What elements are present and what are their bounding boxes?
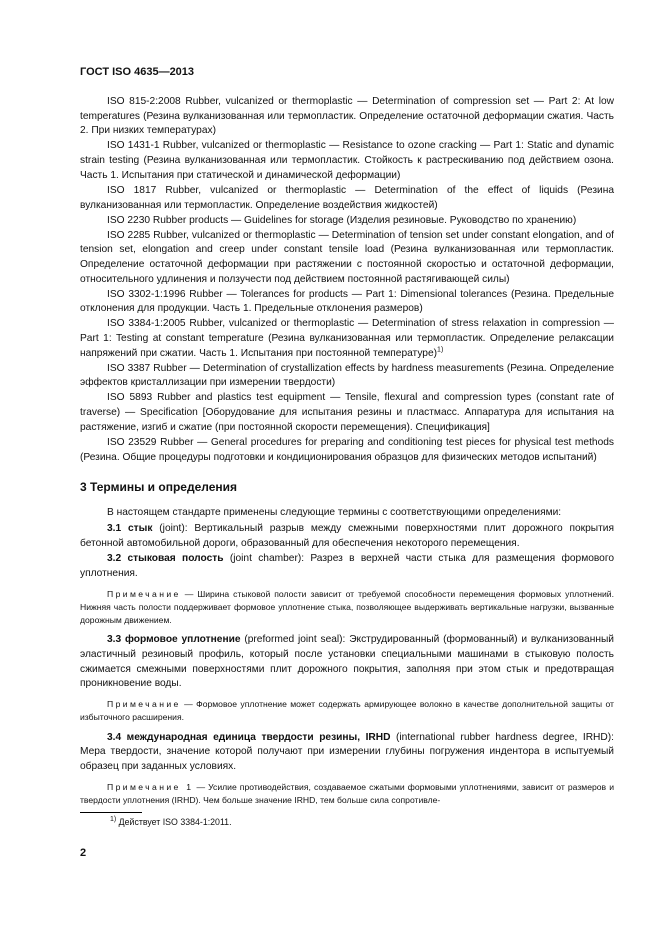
note-1 (80, 588, 614, 628)
reference-text: ISO 3384-1:2005 Rubber, vulcanized or thermoplastic — Determination of stress relaxation in compression — Part 1: Testing at constant temperature (Резина вулканизованная или термопластик. Определение релаксации напряжений при сжатии. Часть 1. Испытания при постоянной температуре) (80, 318, 614, 359)
note-label: Примечание 1 (107, 781, 194, 792)
note-label: Примечание (107, 588, 181, 599)
note-text: — Формовое уплотнение может содержать армирующее волокно в качестве дополнительной защиты от избыточного расширения. (80, 699, 614, 723)
document-header: ГОСТ ISO 4635—2013 (80, 66, 195, 78)
reference-item (80, 317, 614, 361)
note-label: Примечание (107, 699, 181, 710)
term-3-4 (80, 731, 614, 775)
reference-item: ISO 3302-1:1996 Rubber — Tolerances for products — Part 1: Dimensional tolerances (Резина. Предельные отклонения для продукции. Часть 1. Предельные отклонения размеров) (80, 288, 614, 315)
reference-item: ISO 2285 Rubber, vulcanized or thermoplastic — Determination of tension set under constant elongation, and of tension set, elongation and creep under constant tensile load (Резина вулканизованная или термопластик. Определение остаточной деформации при растяжении с постоянной скоростью и остаточной деформации, относительного удлинения и ползучести под действием постоянной растягивающей силы) (80, 229, 614, 285)
term-definition: (joint): Вертикальный разрыв между смежными поверхностями плит дорожного покрытия бетонной автомобильной дороги, образованный для обеспечения некоторого перемещения. (80, 522, 614, 549)
note-text: — Ширина стыковой полости зависит от требуемой способности перемещения формовых уплотнений. Нижняя часть полости поддерживает формовое уплотнение стыка, позволяющее выдерживать вертикальные нагрузки, вызванные дорожным движением. (80, 588, 614, 626)
note-text: — Усилие противодействия, создаваемое сжатыми формовыми уплотнениями, зависит от размеров и твердости уплотнения (IRHD). Чем больше значение IRHD, тем больше сила сопротивле- (80, 781, 614, 805)
section-heading: 3 Термины и определения (80, 480, 238, 495)
reference-list (80, 95, 614, 465)
term-3-3 (80, 633, 614, 692)
reference-item: ISO 23529 Rubber — General procedures for preparing and conditioning test pieces for physical test methods (Резина. Общие процедуры подготовки и кондиционирования образцов для физических методов испытаний) (80, 436, 614, 463)
reference-item: ISO 815-2:2008 Rubber, vulcanized or thermoplastic — Determination of compression set — Part 2: At low temperatures (Резина вулканизованная или термопластик. Определение остаточной деформации сжатия. Часть 2. При низких температурах) (80, 96, 614, 137)
note-3 (80, 781, 614, 807)
footnote-marker[interactable]: 1) (437, 346, 444, 354)
reference-item: ISO 1817 Rubber, vulcanized or thermoplastic — Determination of the effect of liquids (Резина вулканизованная или термопластик. Определение воздействия жидкостей) (80, 184, 614, 211)
term-3-1 (80, 522, 614, 551)
term-title: 3.4 международная единица твердости резины, IRHD (107, 731, 391, 743)
reference-item: ISO 1431-1 Rubber, vulcanized or thermoplastic — Resistance to ozone cracking — Part 1: Static and dynamic strain testing (Резина вулканизованная или термопластик. Стойкость к растрескиванию под действием озона. Часть 1. Испытания при статической и динамической деформации) (80, 140, 614, 181)
footnote (110, 817, 232, 827)
footnote-mark: 1) (110, 816, 117, 824)
term-definition: (international rubber hardness degree, IRHD): Мера твердости, значение которой получают при измерении глубины погружения индентора в испытуемый образец при заданных условиях. (80, 731, 614, 772)
section-intro: В настоящем стандарте применены следующие термины с соответствующими определениями: (107, 507, 562, 519)
term-title: 3.1 стык (107, 522, 153, 534)
term-title: 3.3 формовое уплотнение (107, 634, 241, 646)
footnote-text: Действует ISO 3384-1:2011. (116, 817, 232, 827)
term-3-2 (80, 552, 614, 581)
note-2 (80, 698, 614, 724)
term-title: 3.2 стыковая полость (107, 553, 224, 565)
footnote-divider (80, 812, 142, 813)
page-content (80, 95, 614, 813)
reference-item: ISO 5893 Rubber and plastics test equipment — Tensile, flexural and compression types (constant rate of traverse) — Specification [Оборудование для испытания резины и пластмасс. Аппаратура для испытания на растяжение, изгиб и сжатие (при постоянной скорости перемещения). Спецификация] (80, 392, 614, 433)
reference-item: ISO 2230 Rubber products — Guidelines for storage (Изделия резиновые. Руководство по хранению) (107, 214, 577, 226)
page-number: 2 (80, 847, 87, 859)
term-definition: (joint chamber): Разрез в верхней части стыка для размещения формового уплотнения. (80, 553, 614, 580)
reference-item: ISO 3387 Rubber — Determination of crystallization effects by hardness measurements (Резина. Определение эффектов кристаллизации при измерении твердости) (80, 362, 614, 389)
term-definition: (preformed joint seal): Экструдированный (формованный) и вулканизованный эластичный резиновый профиль, который после установки специальными машинами в стыковую полость сжимается смежными поверхностями плит дорожного покрытия, заполняя при этом стык и предотвращая проникновение воды. (80, 634, 614, 690)
